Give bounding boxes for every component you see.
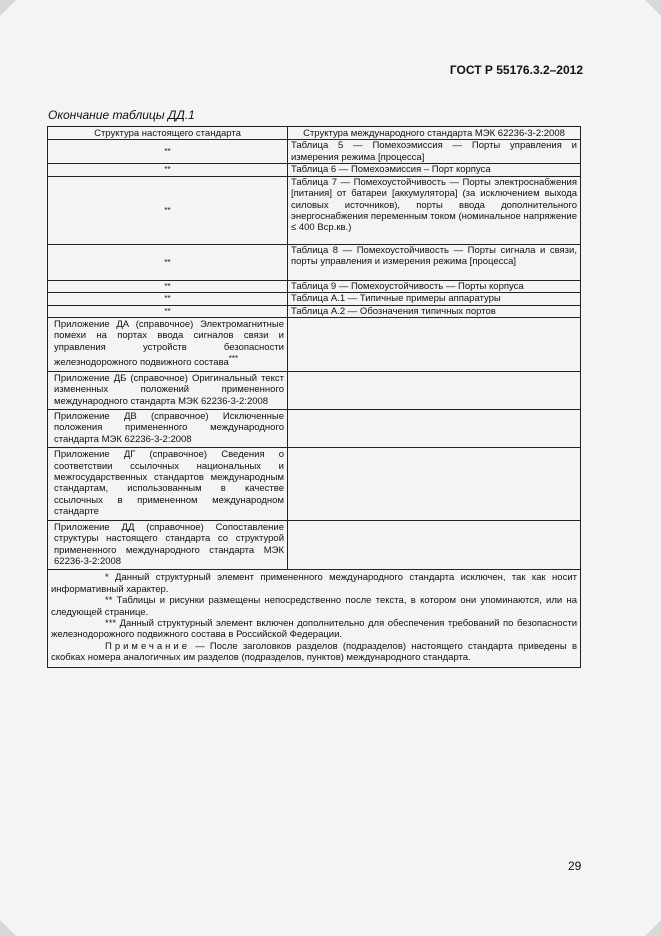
appendix-text: Сопоставление структуры настоящего стандарта со структурой примененного международного стандарта МЭК 62236-3-2:2008 bbox=[54, 521, 285, 567]
international-structure-cell: Таблица А.1 — Типичные примеры аппаратуры bbox=[288, 293, 581, 305]
page-corner bbox=[0, 0, 16, 16]
footnotes-row bbox=[48, 570, 581, 667]
appendix-text: Оригинальный текст измененных положений примененного международного стандарта МЭК 62236-3-2:2008 bbox=[54, 372, 284, 407]
note-text: — После заголовков разделов (подразделов) настоящего стандарта приведены в скобках номера аналогичных им разделов (подразделов, пунктов) международного стандарта. bbox=[51, 640, 578, 664]
table-row bbox=[48, 280, 581, 292]
footnote-3: *** Данный структурный элемент включен дополнительно для обеспечения требований по безопасности железнодорожного подвижного состава в Российской Федерации. bbox=[51, 617, 577, 641]
note-label: Примечание bbox=[105, 640, 190, 652]
table-row bbox=[48, 318, 581, 372]
appendix-cell bbox=[48, 410, 288, 448]
footnote-mark-cell: ** bbox=[48, 176, 288, 244]
international-structure-cell: Таблица 8 — Помехоустойчивость — Порты сигнала и связи, порты управления и измерения режима [процесса] bbox=[288, 244, 581, 280]
table-row bbox=[48, 371, 581, 409]
appendix-cell bbox=[48, 448, 288, 520]
table-row bbox=[48, 164, 581, 176]
footnote-2: ** Таблицы и рисунки размещены непосредственно после текста, в котором они упоминаются, или на следующей странице. bbox=[51, 595, 577, 618]
footnote-mark-cell: ** bbox=[48, 280, 288, 292]
footnote-mark-cell: ** bbox=[48, 140, 288, 164]
international-structure-cell: Таблица 5 — Помехоэмиссия — Порты управления и измерения режима [процесса] bbox=[288, 140, 581, 164]
table-row bbox=[48, 293, 581, 305]
table-row bbox=[48, 520, 581, 570]
table-row bbox=[48, 305, 581, 317]
structure-comparison-table bbox=[47, 126, 581, 668]
appendix-cell bbox=[48, 371, 288, 409]
appendix-cell bbox=[48, 520, 288, 570]
page-number: 29 bbox=[568, 859, 582, 873]
table-row bbox=[48, 140, 581, 164]
international-structure-cell: Таблица 9 — Помехоустойчивость — Порты корпуса bbox=[288, 280, 581, 292]
appendix-title: Приложение ДВ (справочное) bbox=[54, 411, 209, 423]
table-row bbox=[48, 244, 581, 280]
footnotes-cell bbox=[48, 570, 581, 667]
table-row bbox=[48, 448, 581, 520]
footnote-mark-cell: ** bbox=[48, 164, 288, 176]
page-corner bbox=[645, 920, 661, 936]
empty-cell bbox=[288, 410, 581, 448]
empty-cell bbox=[288, 371, 581, 409]
empty-cell bbox=[288, 520, 581, 570]
footnote-mark-cell: ** bbox=[48, 244, 288, 280]
international-structure-cell: Таблица А.2 — Обозначения типичных портов bbox=[288, 305, 581, 317]
column-header-international: Структура международного стандарта МЭК 62236-3-2:2008 bbox=[288, 127, 581, 140]
table-row bbox=[48, 176, 581, 244]
appendix-title: Приложение ДА (справочное) bbox=[54, 319, 194, 331]
appendix-text: Исключенные положения примененного международного стандарта МЭК 62236-3-2:2008 bbox=[54, 411, 284, 445]
international-structure-cell: Таблица 7 — Помехоустойчивость — Порты электроснабжения [питания] от батареи [аккумулятора] (за исключением выхода силовых источников), порты ввода дополнительного энергоснабжения переменным током (номинальное напряжение ≤ 400 Вср.кв.) bbox=[288, 176, 581, 244]
footnote-mark-cell: ** bbox=[48, 293, 288, 305]
page-corner bbox=[645, 0, 661, 16]
table-note bbox=[51, 641, 577, 664]
appendix-title: Приложение ДД (справочное) bbox=[54, 521, 204, 533]
appendix-text: Сведения о соответствии ссылочных национальных и межгосударственных стандартов международным стандартам, использованным в качестве ссылочных в примененном международном стандарте bbox=[54, 449, 284, 518]
table-row bbox=[48, 410, 581, 448]
table-caption: Окончание таблицы ДД.1 bbox=[48, 108, 195, 122]
footnote-1: * Данный структурный элемент примененного международного стандарта исключен, так как носит информативный характер. bbox=[51, 572, 577, 595]
empty-cell bbox=[288, 448, 581, 520]
page-corner bbox=[0, 920, 16, 936]
appendix-title: Приложение ДБ (справочное) bbox=[54, 372, 188, 384]
appendix-text: Электромагнитные помехи на портах ввода сигналов связи и управления устройств безопасности железнодорожного подвижного состава bbox=[54, 319, 284, 369]
footnote-mark-cell: ** bbox=[48, 305, 288, 317]
empty-cell bbox=[288, 318, 581, 372]
document-code: ГОСТ Р 55176.3.2–2012 bbox=[449, 63, 583, 77]
appendix-cell bbox=[48, 318, 288, 372]
appendix-footnote-mark: *** bbox=[228, 354, 239, 364]
international-structure-cell: Таблица 6 — Помехоэмиссия – Порт корпуса bbox=[288, 164, 581, 176]
column-header-national: Структура настоящего стандарта bbox=[48, 127, 288, 140]
table-header-row bbox=[48, 127, 581, 140]
appendix-title: Приложение ДГ (справочное) bbox=[54, 449, 208, 461]
